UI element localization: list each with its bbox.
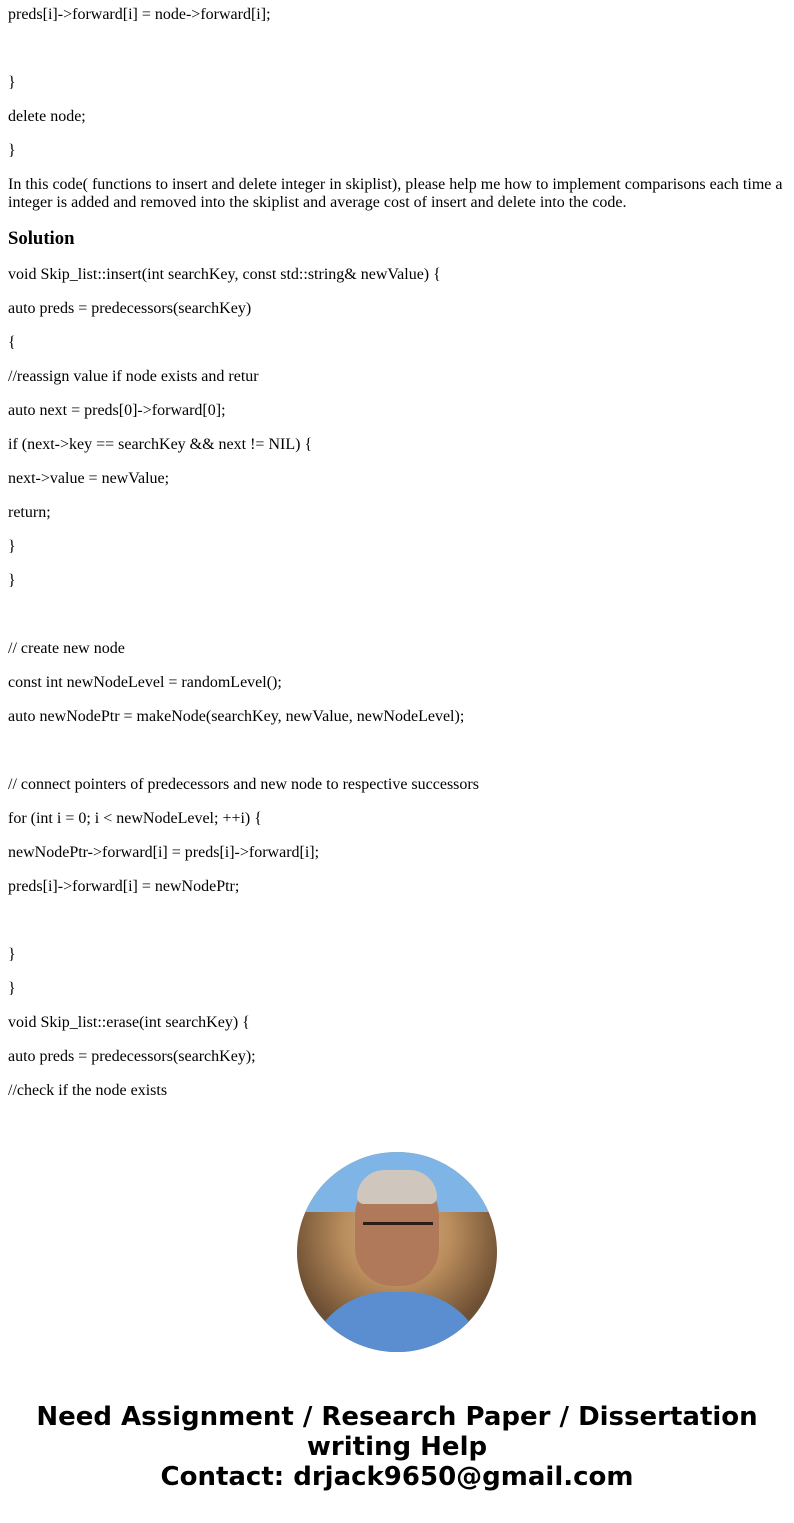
document-body (8, 0, 788, 1116)
code-line: { (8, 334, 16, 351)
code-line: if (next->key == searchKey && next != NIL) { (8, 436, 313, 453)
code-line: preds[i]->forward[i] = newNodePtr; (8, 878, 240, 895)
code-line: //check if the node exists (8, 1082, 168, 1099)
code-line: auto next = preds[0]->forward[0]; (8, 402, 226, 419)
avatar-glasses (363, 1222, 433, 1241)
avatar-hair (357, 1170, 437, 1204)
blank-line (8, 912, 788, 930)
solution-heading: Solution (8, 228, 75, 249)
code-line: void Skip_list::erase(int searchKey) { (8, 1014, 250, 1031)
code-line: for (int i = 0; i < newNodeLevel; ++i) { (8, 810, 262, 827)
code-line: //reassign value if node exists and retur (8, 368, 259, 385)
cta-line-2: writing Help (306, 1432, 488, 1462)
solution-code (8, 266, 788, 1100)
promo-footer (0, 1152, 794, 1492)
code-line: next->value = newValue; (8, 470, 170, 487)
code-line: delete node; (8, 108, 86, 125)
contact-banner (0, 1402, 794, 1492)
code-line: auto preds = predecessors(searchKey) (8, 300, 252, 317)
cta-line-1: Need Assignment / Research Paper / Dissertation (36, 1402, 758, 1432)
code-line: preds[i]->forward[i] = node->forward[i]; (8, 6, 271, 23)
code-line: } (8, 980, 16, 997)
code-fragment-top (8, 6, 788, 160)
code-line: } (8, 946, 16, 963)
avatar-shirt (307, 1292, 487, 1352)
code-line: } (8, 538, 16, 555)
code-line: return; (8, 504, 51, 521)
code-line: void Skip_list::insert(int searchKey, const std::string& newValue) { (8, 266, 441, 283)
blank-line (8, 606, 788, 624)
code-line: } (8, 142, 16, 159)
blank-line (8, 742, 788, 760)
cta-line-3[interactable]: Contact: drjack9650@gmail.com (160, 1462, 634, 1492)
code-line: auto preds = predecessors(searchKey); (8, 1048, 256, 1065)
code-line: } (8, 572, 16, 589)
code-line: newNodePtr->forward[i] = preds[i]->forward[i]; (8, 844, 320, 861)
code-line: } (8, 74, 16, 91)
code-line: // connect pointers of predecessors and new node to respective successors (8, 776, 479, 793)
question-text: In this code( functions to insert and delete integer in skiplist), please help me how to implement comparisons each time a integer is added and removed into the skiplist and average cost of insert and delete into the code. (8, 176, 787, 211)
code-line: auto newNodePtr = makeNode(searchKey, newValue, newNodeLevel); (8, 708, 465, 725)
author-avatar (297, 1152, 497, 1352)
code-line: const int newNodeLevel = randomLevel(); (8, 674, 282, 691)
code-line: // create new node (8, 640, 125, 657)
blank-line (8, 40, 788, 58)
